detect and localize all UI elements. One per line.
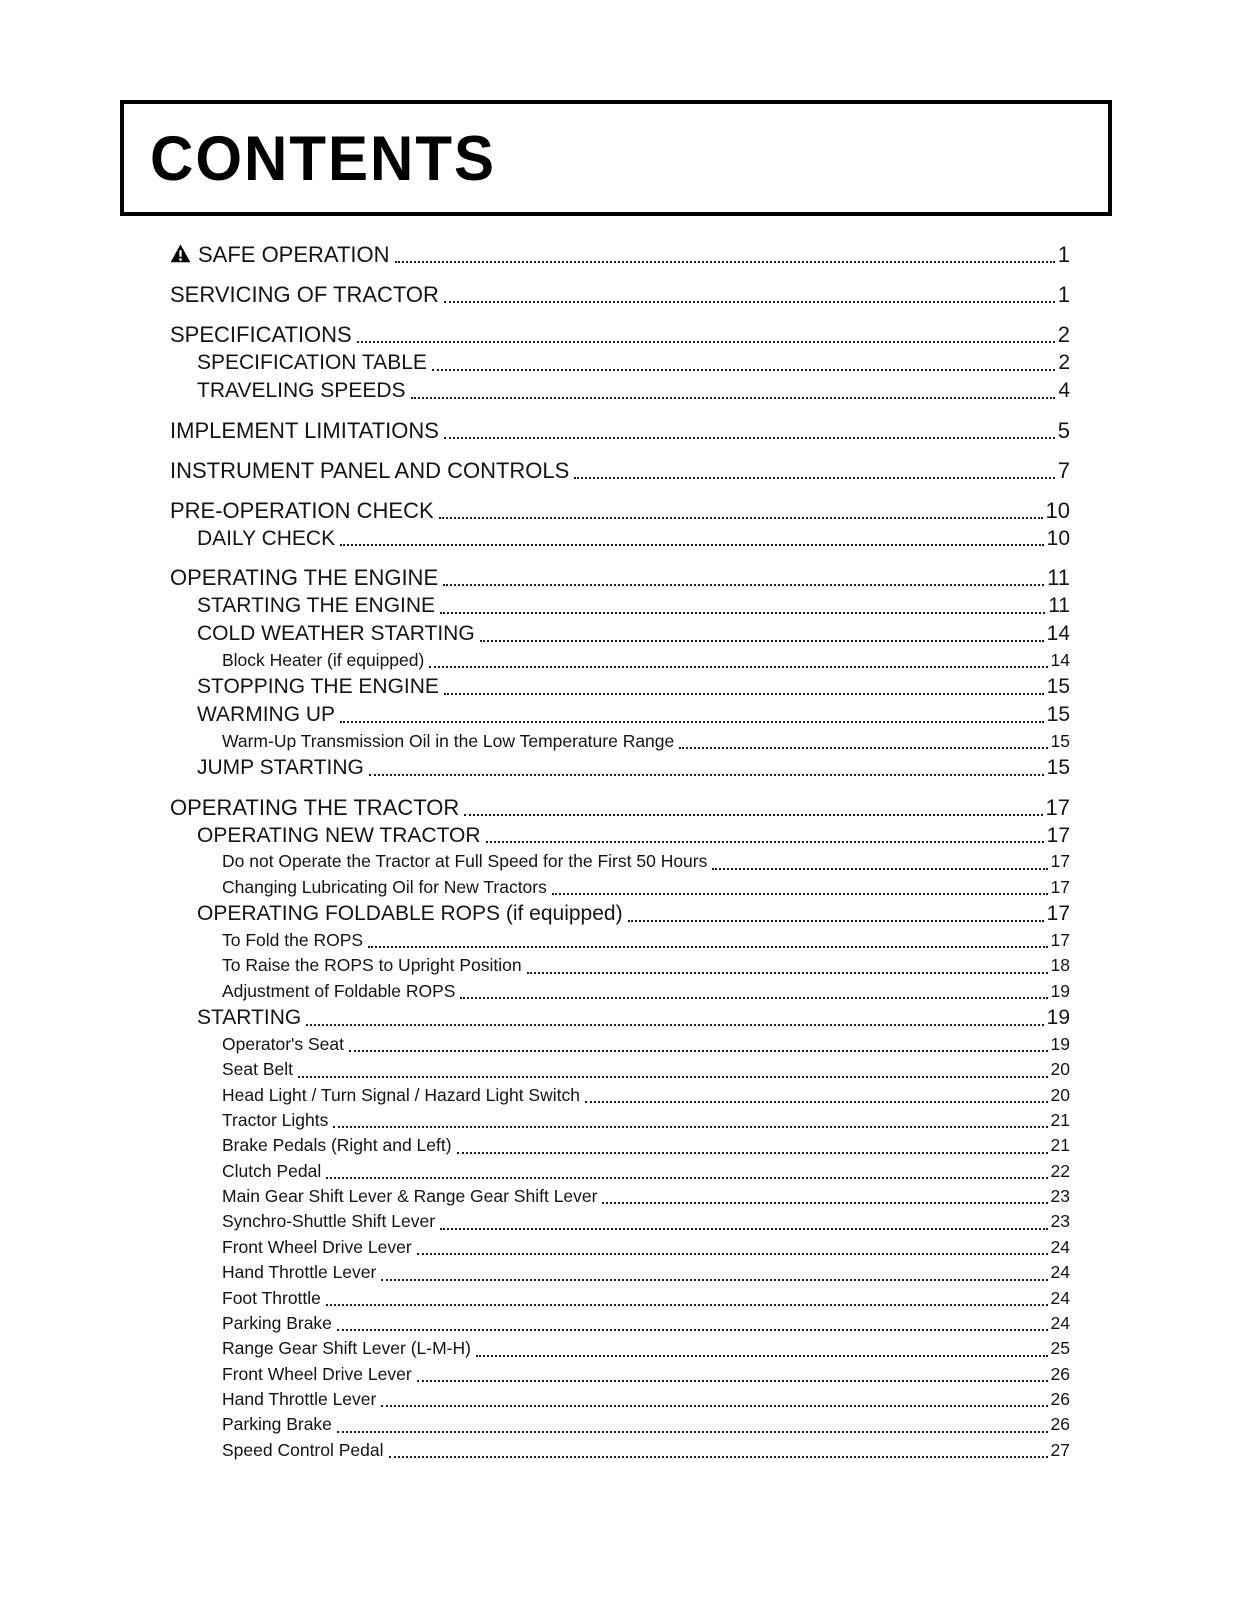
dot-leader [444, 693, 1044, 695]
dot-leader [527, 972, 1048, 974]
toc-entry-label: STOPPING THE ENGINE [197, 675, 439, 699]
dot-leader [395, 261, 1055, 263]
toc-entry [170, 456, 1070, 485]
toc-entry-page-number: 17 [1046, 823, 1070, 847]
toc-entry-label: Front Wheel Drive Lever [222, 1363, 412, 1384]
toc-entry-page-number: 17 [1050, 929, 1070, 950]
dot-leader [712, 868, 1047, 870]
toc-entry-label: Parking Brake [222, 1414, 332, 1435]
toc-entry-label: TRAVELING SPEEDS [197, 378, 406, 402]
toc-entry-page-number: 1 [1057, 242, 1070, 267]
dot-leader [443, 584, 1044, 586]
dot-leader [417, 1253, 1048, 1255]
toc-entry-page-number: 20 [1050, 1059, 1070, 1080]
toc-entry [170, 1286, 1070, 1311]
toc-entry-page-number: 14 [1050, 649, 1070, 670]
dot-leader [368, 946, 1047, 948]
toc-entry [170, 280, 1070, 309]
toc-entry [170, 900, 1070, 928]
toc-entry [170, 563, 1070, 592]
dot-leader [480, 640, 1044, 642]
toc-entry-label: Main Gear Shift Lever & Range Gear Shift Lever [222, 1186, 598, 1207]
toc-entry-page-number: 26 [1050, 1414, 1070, 1435]
dot-leader [337, 1329, 1048, 1331]
toc-entry-page-number: 15 [1046, 675, 1070, 699]
toc-entry-label: WARMING UP [197, 702, 336, 726]
toc-entry-label: Clutch Pedal [222, 1160, 322, 1181]
toc-entry-page-number: 23 [1050, 1186, 1070, 1207]
toc-entry-page-number: 15 [1046, 756, 1070, 779]
toc-entry [170, 953, 1070, 978]
dot-leader [369, 774, 1044, 776]
toc-entry-label: PRE-OPERATION CHECK [170, 497, 434, 523]
toc-entry [170, 1412, 1070, 1437]
dot-leader [389, 1456, 1048, 1458]
dot-leader [432, 369, 1055, 371]
toc-entry [170, 496, 1070, 525]
toc-entry-label: IMPLEMENT LIMITATIONS [170, 417, 439, 443]
toc-entry-page-number: 5 [1057, 417, 1070, 443]
toc-entry [170, 620, 1070, 648]
dot-leader [440, 1228, 1048, 1230]
dot-leader [628, 920, 1044, 922]
dot-leader [340, 721, 1044, 723]
toc-entry [170, 1362, 1070, 1387]
page-title: CONTENTS [150, 122, 496, 194]
toc-entry-page-number: 15 [1050, 730, 1070, 751]
toc-entry-page-number: 17 [1050, 876, 1070, 897]
toc-entry [170, 648, 1070, 673]
toc-entry [170, 1260, 1070, 1285]
toc-entry-page-number: 18 [1050, 955, 1070, 976]
toc-entry [170, 1004, 1070, 1032]
toc-entry-page-number: 21 [1050, 1109, 1070, 1130]
dot-leader [381, 1405, 1047, 1407]
toc-entry-page-number: 17 [1046, 902, 1070, 926]
toc-entry [170, 1311, 1070, 1336]
toc-entry-label: Hand Throttle Lever [222, 1262, 377, 1283]
toc-entry-label: OPERATING FOLDABLE ROPS (if equipped) [197, 902, 623, 926]
toc-entry [170, 1184, 1070, 1209]
toc-entry-label: Range Gear Shift Lever (L-M-H) [222, 1338, 471, 1359]
warning-icon [170, 241, 191, 270]
toc-entry-label: DAILY CHECK [197, 526, 336, 550]
toc-entry-page-number: 23 [1050, 1211, 1070, 1232]
dot-leader [357, 341, 1055, 343]
toc-entry [170, 1235, 1070, 1260]
toc-entry [170, 320, 1070, 349]
toc-entry-label: Changing Lubricating Oil for New Tractors [222, 876, 547, 897]
toc-entry [170, 928, 1070, 953]
toc-entry-page-number: 17 [1045, 794, 1070, 820]
dot-leader [679, 747, 1047, 749]
dot-leader [333, 1126, 1047, 1128]
toc-entry-page-number: 4 [1058, 378, 1070, 402]
dot-leader [440, 612, 1045, 614]
toc-entry-page-number: 10 [1045, 497, 1070, 523]
dot-leader [457, 1152, 1048, 1154]
toc-entry-page-number: 22 [1050, 1160, 1070, 1181]
toc-entry [170, 416, 1070, 445]
toc-entry [170, 1438, 1070, 1463]
toc-entry-page-number: 24 [1050, 1287, 1070, 1308]
toc-entry-label: Parking Brake [222, 1312, 332, 1333]
toc-entry-label: Warm-Up Transmission Oil in the Low Temperature Range [222, 730, 675, 751]
toc-entry [170, 673, 1070, 701]
dot-leader [476, 1355, 1048, 1357]
toc-entry-page-number: 24 [1050, 1262, 1070, 1283]
toc-entry-page-number: 27 [1050, 1439, 1070, 1460]
toc-entry-label: Head Light / Turn Signal / Hazard Light Switch [222, 1084, 580, 1105]
toc-entry-label: OPERATING NEW TRACTOR [197, 823, 481, 847]
toc-entry [170, 592, 1070, 620]
toc-entry-label: SERVICING OF TRACTOR [170, 282, 439, 308]
dot-leader [306, 1024, 1043, 1026]
toc-entry-label: Speed Control Pedal [222, 1439, 384, 1460]
toc-entry [170, 1083, 1070, 1108]
dot-leader [574, 477, 1054, 479]
toc-entry-page-number: 19 [1046, 1006, 1070, 1030]
toc-entry [170, 1108, 1070, 1133]
toc-entry [170, 240, 1070, 269]
toc-entry [170, 1159, 1070, 1184]
toc-entry-page-number: 25 [1050, 1338, 1070, 1359]
toc-list [170, 240, 1070, 1463]
toc-entry [170, 1387, 1070, 1412]
toc-entry-page-number: 14 [1046, 622, 1070, 646]
toc-entry [170, 754, 1070, 782]
toc-entry-label: Do not Operate the Tractor at Full Speed for the First 50 Hours [222, 851, 708, 872]
dot-leader [411, 397, 1056, 399]
toc-entry-label: SAFE OPERATION [198, 242, 390, 267]
dot-leader [486, 841, 1044, 843]
dot-leader [585, 1101, 1048, 1103]
toc-entry-page-number: 26 [1050, 1363, 1070, 1384]
toc-entry-page-number: 26 [1050, 1389, 1070, 1410]
toc-entry [170, 849, 1070, 874]
toc-entry-page-number: 24 [1050, 1312, 1070, 1333]
toc-entry-page-number: 24 [1050, 1236, 1070, 1257]
dot-leader [326, 1177, 1047, 1179]
toc-entry [170, 875, 1070, 900]
toc-entry-label: Seat Belt [222, 1059, 294, 1080]
toc-entry-page-number: 19 [1050, 1033, 1070, 1054]
toc-entry [170, 701, 1070, 729]
toc-entry-label: OPERATING THE ENGINE [170, 565, 439, 591]
dot-leader [429, 666, 1047, 668]
dot-leader [340, 544, 1044, 546]
toc-entry-label: Front Wheel Drive Lever [222, 1236, 412, 1257]
dot-leader [326, 1304, 1048, 1306]
dot-leader [602, 1202, 1047, 1204]
toc-entry-page-number: 20 [1050, 1084, 1070, 1105]
toc-entry [170, 377, 1070, 405]
toc-entry-label: INSTRUMENT PANEL AND CONTROLS [170, 457, 570, 483]
toc-entry-label: SPECIFICATIONS [170, 322, 352, 348]
toc-entry [170, 1057, 1070, 1082]
toc-entry-label: Operator's Seat [222, 1033, 345, 1054]
toc-entry [170, 1209, 1070, 1234]
toc-entry-page-number: 19 [1050, 980, 1070, 1001]
dot-leader [464, 814, 1042, 816]
toc-entry-label: JUMP STARTING [197, 756, 364, 779]
toc-entry [170, 1032, 1070, 1057]
toc-entry-label: SPECIFICATION TABLE [197, 351, 427, 375]
toc-entry-page-number: 2 [1058, 351, 1070, 375]
dot-leader [460, 997, 1047, 999]
dot-leader [417, 1380, 1048, 1382]
dot-leader [337, 1431, 1048, 1433]
toc-entry [170, 525, 1070, 553]
toc-entry-label: Brake Pedals (Right and Left) [222, 1135, 452, 1156]
toc-entry-page-number: 10 [1046, 526, 1070, 550]
dot-leader [444, 437, 1055, 439]
toc-entry-page-number: 1 [1057, 282, 1070, 308]
dot-leader [439, 517, 1043, 519]
toc-entry-page-number: 11 [1047, 565, 1070, 591]
toc-entry-label: Hand Throttle Lever [222, 1389, 377, 1410]
toc-entry-label: Synchro-Shuttle Shift Lever [222, 1211, 436, 1232]
toc-entry-page-number: 15 [1046, 702, 1070, 726]
toc-entry-label: STARTING [197, 1006, 302, 1030]
toc-entry-page-number: 21 [1050, 1135, 1070, 1156]
dot-leader [381, 1279, 1047, 1281]
toc-entry-page-number: 11 [1048, 594, 1070, 618]
toc-entry [170, 1133, 1070, 1158]
toc-entry-label: Tractor Lights [222, 1109, 329, 1130]
toc-entry-page-number: 2 [1057, 322, 1070, 348]
toc-entry [170, 822, 1070, 850]
toc-entry [170, 349, 1070, 377]
toc-entry [170, 979, 1070, 1004]
toc-entry [170, 729, 1070, 754]
dot-leader [349, 1050, 1048, 1052]
toc-entry-page-number: 7 [1057, 457, 1070, 483]
toc-entry-page-number: 17 [1050, 851, 1070, 872]
dot-leader [298, 1076, 1048, 1078]
toc-entry-label: COLD WEATHER STARTING [197, 622, 475, 646]
toc-entry-label: To Fold the ROPS [222, 929, 364, 950]
toc-entry-label: Adjustment of Foldable ROPS [222, 980, 456, 1001]
contents-title-box [120, 100, 1112, 216]
toc-entry [170, 1336, 1070, 1361]
toc-entry-label: Block Heater (if equipped) [222, 649, 425, 670]
dot-leader [444, 301, 1055, 303]
toc-entry-label: OPERATING THE TRACTOR [170, 794, 460, 820]
toc-entry-label: To Raise the ROPS to Upright Position [222, 955, 522, 976]
toc-entry-label: STARTING THE ENGINE [197, 594, 436, 618]
dot-leader [552, 893, 1048, 895]
toc-entry-label: Foot Throttle [222, 1287, 321, 1308]
toc-entry [170, 793, 1070, 822]
